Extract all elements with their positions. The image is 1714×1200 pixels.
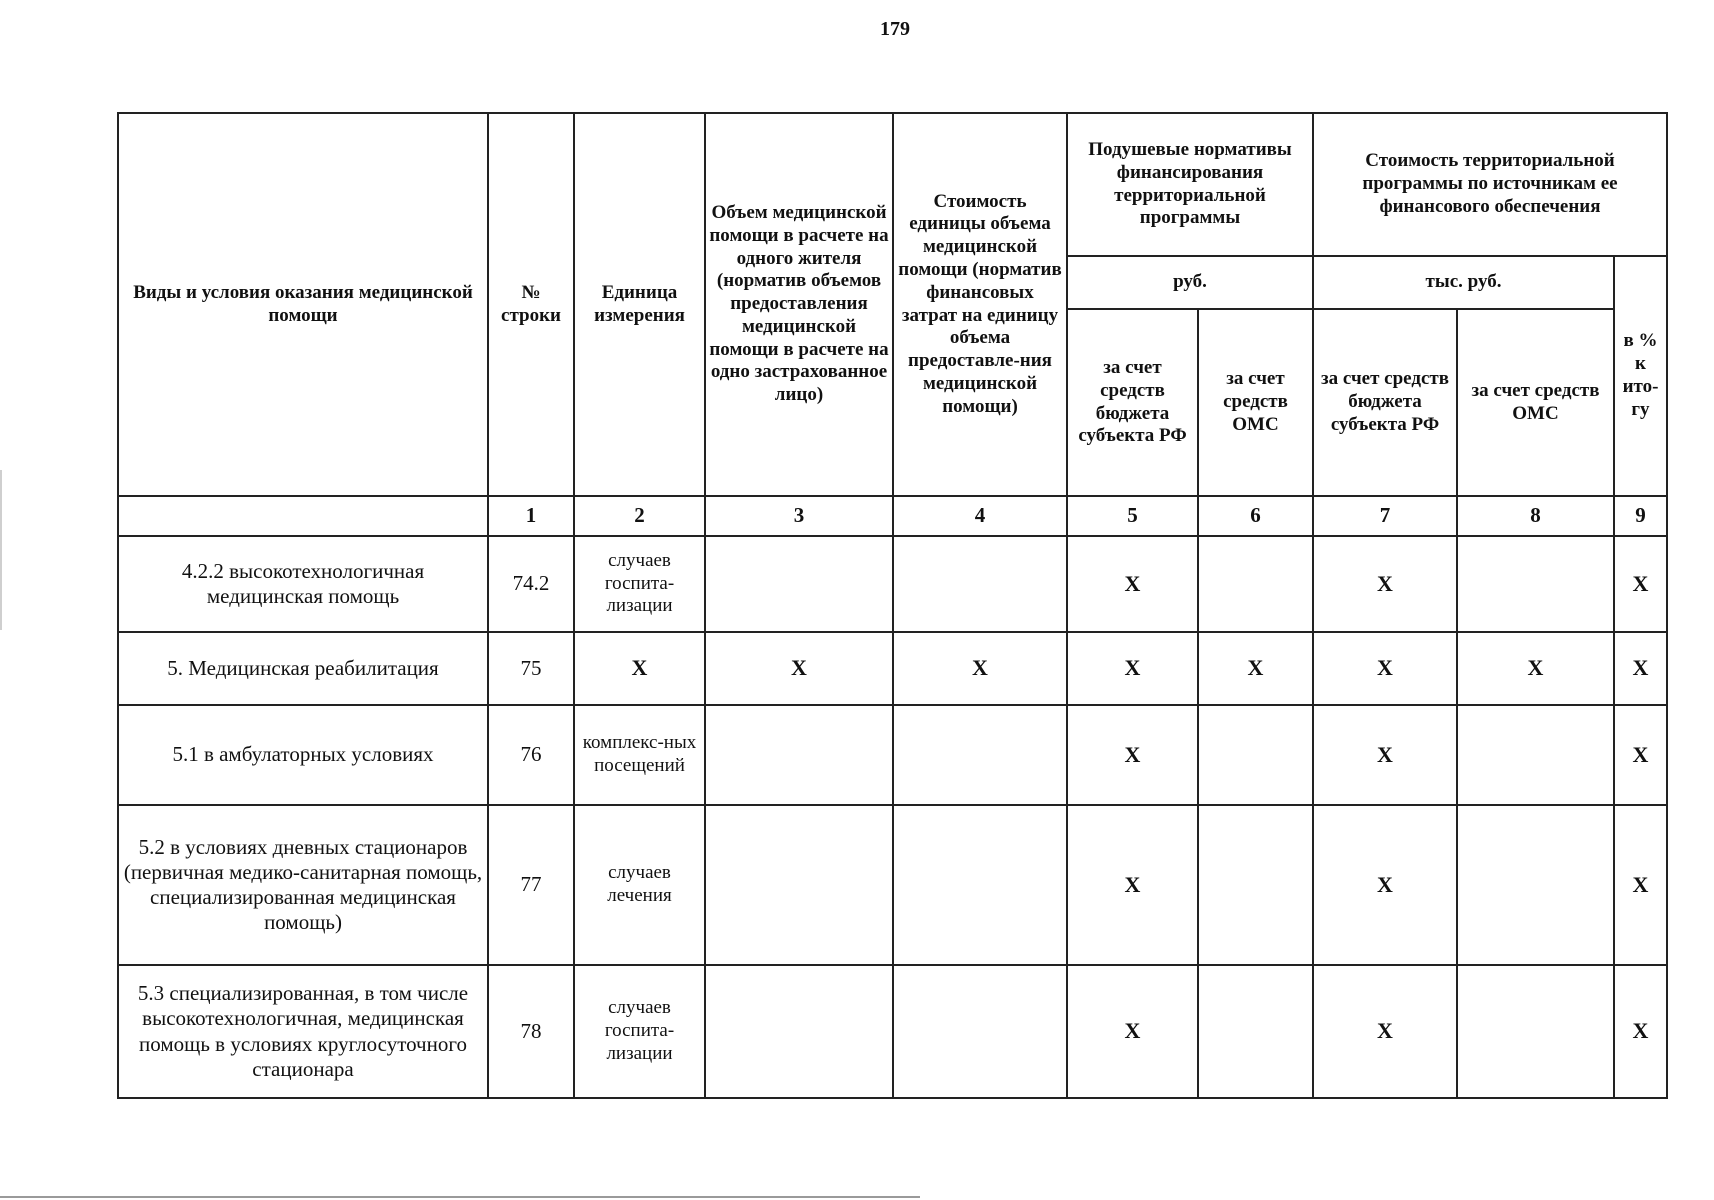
header-rub: руб. [1067,256,1313,309]
cell-budget-rf: Х [1067,965,1198,1098]
cell-volume [705,536,893,632]
cell-volume [705,705,893,805]
header-territorial: Стоимость территориальной программы по источникам ее финансового обеспечения [1313,113,1667,256]
header-unit: Единица измерения [574,113,705,496]
page-number: 179 [880,18,910,40]
header-percent: в % к ито-гу [1614,256,1667,496]
cell-percent: Х [1614,805,1667,965]
row-name: 5.3 специализированная, в том числе высокотехнологичная, медицинская помощь в условиях круглосуточного стационара [118,965,488,1098]
header-oms: за счет средств ОМС [1198,309,1313,496]
row-unit: Х [574,632,705,705]
cell-oms: Х [1198,632,1313,705]
cell-percent: Х [1614,536,1667,632]
column-number-row [118,496,1667,536]
header-thous-rub: тыс. руб. [1313,256,1614,309]
row-unit: комплекс-ных посещений [574,705,705,805]
header-row-1 [118,113,1667,256]
cell-oms-2: Х [1457,632,1614,705]
row-name: 5.2 в условиях дневных стационаров (первичная медико-санитарная помощь, специализированная медицинская помощь) [118,805,488,965]
row-unit: случаев госпита-лизации [574,965,705,1098]
column-number: 2 [574,496,705,536]
row-number: 78 [488,965,574,1098]
column-number: 3 [705,496,893,536]
cell-volume [705,965,893,1098]
cell-budget-rf: Х [1067,536,1198,632]
cell-budget-rf: Х [1067,705,1198,805]
cell-percent: Х [1614,632,1667,705]
cell-budget-rf-2: Х [1313,536,1457,632]
cell-budget-rf-2: Х [1313,805,1457,965]
bottom-rule [0,1196,920,1198]
cell-budget-rf-2: Х [1313,632,1457,705]
table-row [118,805,1667,965]
cell-budget-rf-2: Х [1313,965,1457,1098]
cell-oms [1198,536,1313,632]
cell-oms-2 [1457,705,1614,805]
cell-cost [893,705,1067,805]
cell-cost [893,536,1067,632]
cell-oms-2 [1457,805,1614,965]
scan-edge-mark [0,470,2,630]
row-unit: случаев госпита-лизации [574,536,705,632]
header-oms-2: за счет средств ОМС [1457,309,1614,496]
table-row [118,705,1667,805]
header-row-no: № строки [488,113,574,496]
column-number: 1 [488,496,574,536]
row-name: 4.2.2 высокотехнологичная медицинская помощь [118,536,488,632]
cell-volume: Х [705,632,893,705]
cell-oms [1198,965,1313,1098]
cell-budget-rf: Х [1067,805,1198,965]
row-unit: случаев лечения [574,805,705,965]
table-row [118,632,1667,705]
row-number: 75 [488,632,574,705]
cell-volume [705,805,893,965]
cell-oms [1198,805,1313,965]
cell-oms-2 [1457,536,1614,632]
row-name: 5. Медицинская реабилитация [118,632,488,705]
header-cost: Стоимость единицы объема медицинской помощи (норматив финансовых затрат на единицу объема предоставле-ния медицинской помощи) [893,113,1067,496]
header-volume: Объем медицинской помощи в расчете на одного жителя (норматив объемов предоставления медицинской помощи в расчете на одно застрахованное лицо) [705,113,893,496]
column-number: 4 [893,496,1067,536]
cell-percent: Х [1614,705,1667,805]
header-budget-rf: за счет средств бюджета субъекта РФ [1067,309,1198,496]
row-number: 76 [488,705,574,805]
financing-table [117,112,1668,1099]
row-number: 77 [488,805,574,965]
table-row [118,965,1667,1098]
column-number: 6 [1198,496,1313,536]
cell-budget-rf-2: Х [1313,705,1457,805]
column-number: 8 [1457,496,1614,536]
header-budget-rf-2: за счет средств бюджета субъекта РФ [1313,309,1457,496]
header-per-capita: Подушевые нормативы финансирования территориальной программы [1067,113,1313,256]
row-number: 74.2 [488,536,574,632]
cell-oms [1198,705,1313,805]
row-name: 5.1 в амбулаторных условиях [118,705,488,805]
column-number-empty [118,496,488,536]
cell-cost: Х [893,632,1067,705]
cell-budget-rf: Х [1067,632,1198,705]
cell-oms-2 [1457,965,1614,1098]
cell-percent: Х [1614,965,1667,1098]
header-kind: Виды и условия оказания медицинской помощи [118,113,488,496]
cell-cost [893,965,1067,1098]
table-row [118,536,1667,632]
column-number: 5 [1067,496,1198,536]
cell-cost [893,805,1067,965]
column-number: 9 [1614,496,1667,536]
column-number: 7 [1313,496,1457,536]
